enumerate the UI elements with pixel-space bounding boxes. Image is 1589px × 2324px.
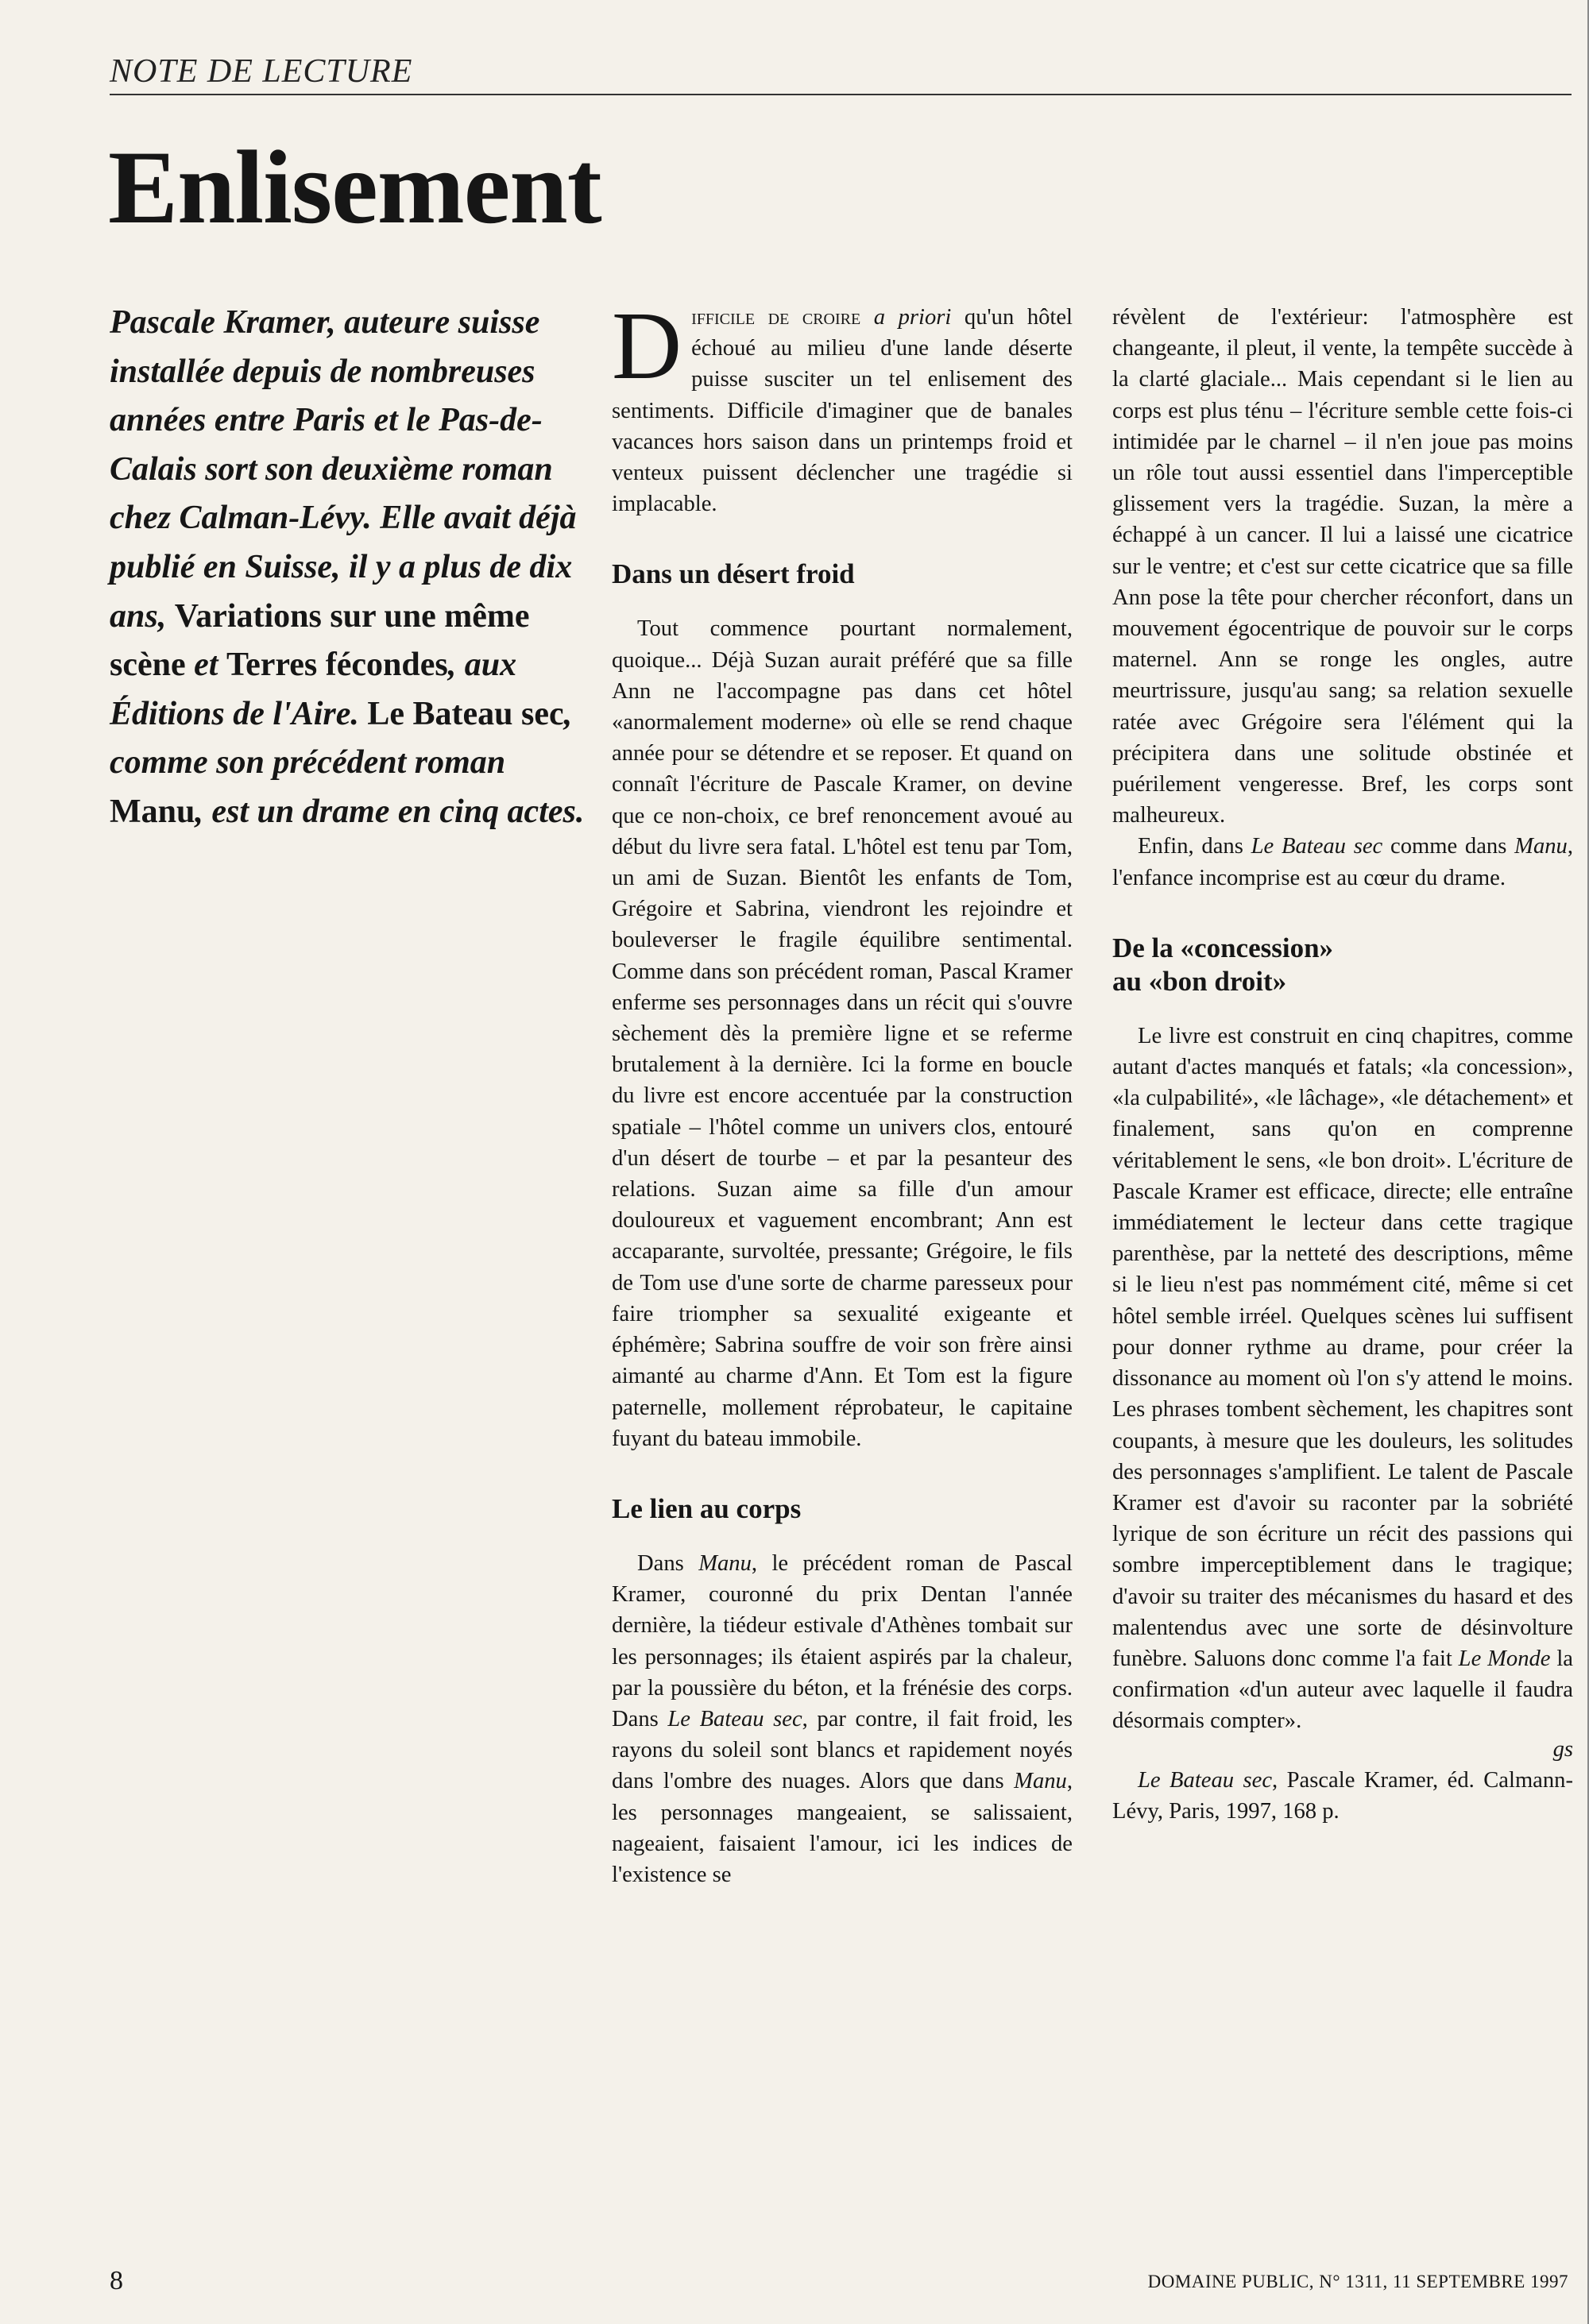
intro-text: , comme son précédent roman: [110, 695, 573, 782]
newspaper-title: Le Monde: [1458, 1646, 1551, 1671]
article-column-2: [1112, 302, 1573, 1827]
reference-text: , Pascale Kramer, éd. Calmann-Lévy, Paris, 1997, 168 p.: [1112, 1767, 1573, 1824]
paragraph: [612, 1548, 1073, 1890]
intro-book-title: Manu: [110, 793, 195, 830]
book-title: Manu: [698, 1550, 752, 1576]
page-number: 8: [110, 2266, 123, 2295]
article-column-1: [612, 292, 1073, 1890]
opening-paragraph: [612, 292, 1073, 519]
paragraph: Tout commence pourtant normalement, quoique... Déjà Suzan aurait préféré que sa fille Ann ne l'accompagne pas dans cet hôtel «anormalement moderne» où elle se rend chaque année pour se détendre et se reposer. Et quand on connaît l'écriture de Pascale Kramer, on devine que ce non-choix, ce bref renoncement avoué au début du livre sera fatal. L'hôtel est tenu par Tom, un ami de Suzan. Bientôt les enfants de Tom, Grégoire et Sabrina, viendront les rejoindre et bouleverser le fragile équilibre sentimental. Comme dans son précédent roman, Pascal Kramer enferme ses personnages dans un récit qui s'ouvre sèchement dès la première ligne et se referme brutalement à la dernière. Ici la forme en boucle du livre est encore accentuée par la construction spatiale – l'hôtel comme un univers clos, entouré d'un désert de tourbe – et par la pesanteur des relations. Suzan aime sa fille d'un amour douloureux et vaguement encombrant; Ann est accaparante, survoltée, pressante; Grégoire, le fils de Tom use d'une sorte de charme paresseux pour faire triompher sa sexualité exigeante et éphémère; Sabrina souffre de voir son frère ainsi aimanté au charme d'Ann. Et Tom est la figure paternelle, mollement réprobateur, le capitaine fuyant du bateau immobile.: [612, 616, 1073, 1451]
paragraph-text: , les personnages mangeaient, se salissaient, nageaient, faisaient l'amour, ici les indices de l'existence se: [612, 1769, 1073, 1887]
book-title: Le Bateau sec: [1138, 1767, 1273, 1793]
small-caps-lead: ifficile de croire: [691, 305, 861, 330]
paragraph-text: qu'un hôtel échoué au milieu d'une lande déserte puisse susciter un tel enlisement des sentiments. Difficile d'imaginer que de banales vacances hors saison dans un printemps froid et venteux puissent déclencher une tragédie si implacable.: [612, 305, 1073, 517]
section-label: NOTE DE LECTURE: [110, 53, 413, 90]
paragraph-text: Enfin, dans: [1138, 834, 1251, 859]
intro-text: et: [185, 647, 226, 684]
emphasis: a priori: [873, 305, 952, 330]
paragraph: [1112, 831, 1573, 893]
subheading-line: au «bon droit»: [1112, 965, 1287, 997]
paragraph-text: , l'enfance incomprise est au cœur du drame.: [1112, 834, 1573, 890]
article-title: Enlisement: [108, 129, 601, 245]
intro-book-title: Terres fécondes: [226, 647, 448, 684]
book-title: Manu: [1014, 1769, 1067, 1794]
intro-text: Pascale Kramer, auteure suisse installée depuis de nombreuses années entre Paris et le Pas-de-Calais sort son deuxième roman chez Calman-Lévy. Elle avait déjà publié en Suisse, il y a plus de dix ans,: [110, 304, 577, 635]
author-signature: gs: [1552, 1736, 1573, 1762]
paragraph-text: comme dans: [1382, 834, 1515, 859]
subheading-line: De la «concession»: [1112, 932, 1334, 963]
subheading-desert: Dans un désert froid: [612, 558, 855, 590]
book-title: Manu: [1514, 834, 1568, 859]
paragraph: [1112, 1021, 1573, 1737]
book-reference: [1112, 1765, 1573, 1827]
intro-text: , aux Éditions de l'Aire.: [110, 647, 517, 732]
intro-text: , est un drame en cinq actes.: [195, 793, 585, 830]
paragraph-text: Le livre est construit en cinq chapitres, comme autant d'actes manqués et fatals; «la concession», «la culpabilité», «le lâchage», «le détachement» et finalement, sans qu'on en comprenne véritablement le sens, «le bon droit». L'écriture de Pascale Kramer est efficace, directe; elle entraîne immédiatement le lecteur dans cette tragique parenthèse, par la netteté des descriptions, même si le lieu n'est pas nommément cité, même si cet hôtel semble irréel. Quelques scènes lui suffisent pour donner rythme au drame, pour créer la dissonance au moment où l'on s'y attend le moins. Les phrases tombent sèchement, les chapitres sont coupants, à mesure que les douleurs, les solitudes des personnages s'amplifient. Le talent de Pascale Kramer est d'avoir su raconter par la sobriété lyrique de son écriture un récit des passions qui sombre imperceptiblement dans le tragique; d'avoir su traiter des mécanismes du hasard et des malentendus avec une sorte de désinvolture funèbre. Saluons donc comme l'a fait: [1112, 1023, 1573, 1671]
book-title: Le Bateau sec: [1251, 834, 1383, 859]
paragraph-text: la confirmation «d'un auteur avec laquelle il faudra désormais compter».: [1112, 1646, 1573, 1734]
intro-book-title: Le Bateau sec: [367, 695, 564, 732]
article-intro: [110, 299, 586, 837]
subheading-concession: [1112, 932, 1573, 998]
paragraph-text: , par contre, il fait froid, les rayons du soleil sont blancs et rapidement noyés dans l'ombre des nuages. Alors que dans: [612, 1706, 1073, 1794]
paragraph-text: , le précédent roman de Pascal Kramer, couronné du prix Dentan l'année dernière, la tiédeur estivale d'Athènes tombait sur les personnages; ils étaient aspirés par la chaleur, par la poussière du béton, et la frénésie des corps. Dans: [612, 1550, 1073, 1731]
drop-cap: D: [612, 292, 682, 400]
intro-book-title: Variations sur une même scène: [110, 597, 530, 684]
subheading-lien-corps: Le lien au corps: [612, 1492, 802, 1524]
paragraph: révèlent de l'extérieur: l'atmosphère est changeante, il pleut, il vente, la tempête succède à la clarté glaciale... Mais cependant si le lien au corps est plus ténu – l'écriture semble cette fois-ci intimidée par le charnel – il n'en joue pas moins un rôle tout aussi essentiel dans l'imperceptible glissement vers la tragédie. Suzan, la mère a échappé à un cancer. Il lui a laissé une cicatrice sur le ventre; et c'est sur cette cicatrice que sa fille Ann pose la tête pour chercher réconfort, dans un mouvement égocentrique de pouvoir sur le corps maternel. Ann se ronge les ongles, autre meurtrissure, jusqu'au sang; sa relation sexuelle ratée avec Grégoire sera l'élément qui la précipitera dans une solitude obstinée et puérilement vengeresse. Bref, les corps sont malheureux.: [1112, 305, 1573, 828]
book-title: Le Bateau sec: [667, 1706, 802, 1731]
publication-footer: DOMAINE PUBLIC, N° 1311, 11 SEPTEMBRE 1997: [1147, 2272, 1568, 2291]
header-rule: [110, 94, 1572, 95]
paragraph-text: Dans: [637, 1550, 699, 1576]
